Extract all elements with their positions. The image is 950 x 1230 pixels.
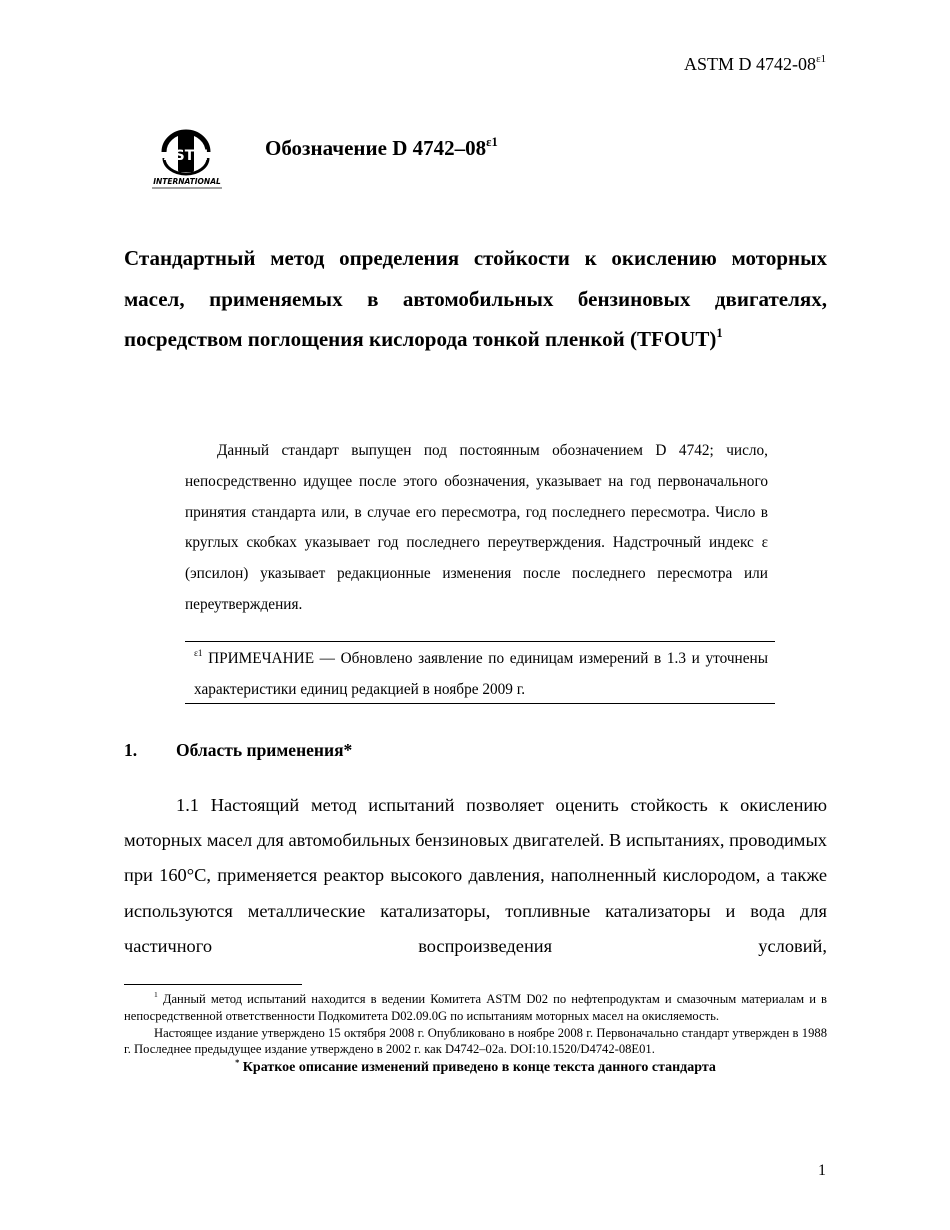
document-title: Стандартный метод определения стойкости к окислению моторных масел, применяемых в автомобильных бензиновых двигателях, посредством поглощения кислорода тонкой пленкой (TFOUT)$^1$ [124,246,827,351]
note-rule-top [185,641,775,642]
logo-org-text: INTERNATIONAL [153,177,221,186]
footnote-summary: * Краткое описание изменений приведено в конце текста данного стандарта [235,1058,716,1076]
footnote-2: Настоящее издание утверждено 15 октября 2008 г. Опубликовано в ноябре 2008 г. Первоначально стандарт утвержден в 1988 г. Последнее предыдущее издание утверждено в 2002 г. как D4742–02a. DOI:10.1520/D4742-08E01. [124,1025,827,1057]
editorial-note: $^{\varepsilon 1}$ ПРИМЕЧАНИЕ — Обновлено заявление по единицам измерений в 1.3 и уточнены характеристики единиц редакцией в ноябре 2009 г. [194,648,768,698]
footnotes [124,991,827,1077]
page-number: 1 [818,1162,826,1179]
paragraph-1-1: 1.1 Настоящий метод испытаний позволяет оценить стойкость к окислению моторных масел для автомобильных бензиновых двигателей. В испытаниях, проводимых при 160°C, применяется реактор высокого давления, наполненный кислородом, а также используются металлические катализаторы, топливные катализаторы и вода для частичного воспроизведения условий, [124,795,827,956]
section-heading [124,740,352,761]
footnote-1: $^1$ Данный метод испытаний находится в ведении Комитета ASTM D02 по нефтепродуктам и смазочным материалам и в непосредственной ответственности Подкомитета D02.09.0G по испытаниям моторных масел на окисляемость. [124,990,827,1023]
note-rule-bottom [185,703,775,704]
notice-text: Данный стандарт выпущен под постоянным обозначением D 4742; число, непосредственно идущее после этого обозначения, указывает на год первоначального принятия стандарта или, в случае его пересмотра, год последнего пересмотра. Число в круглых скобках указывает год последнего переутверждения. Надстрочный индекс ε (эпсилон) указывает редакционные изменения после последнего пересмотра или переутверждения. [185,442,768,613]
section-number: 1. [124,740,138,760]
standard-notice [185,436,768,621]
astm-logo-emblem [164,132,208,174]
document-code: ASTM D $4742-08^{\varepsilon 1}$ [684,53,826,74]
footnote-separator [124,984,302,985]
astm-logo [148,128,226,190]
section-title: Область применения* [176,740,353,760]
svg-text:ASTM: ASTM [163,148,209,164]
designation: Обозначение D $4742-08^{\varepsilon 1}$ [265,135,498,160]
